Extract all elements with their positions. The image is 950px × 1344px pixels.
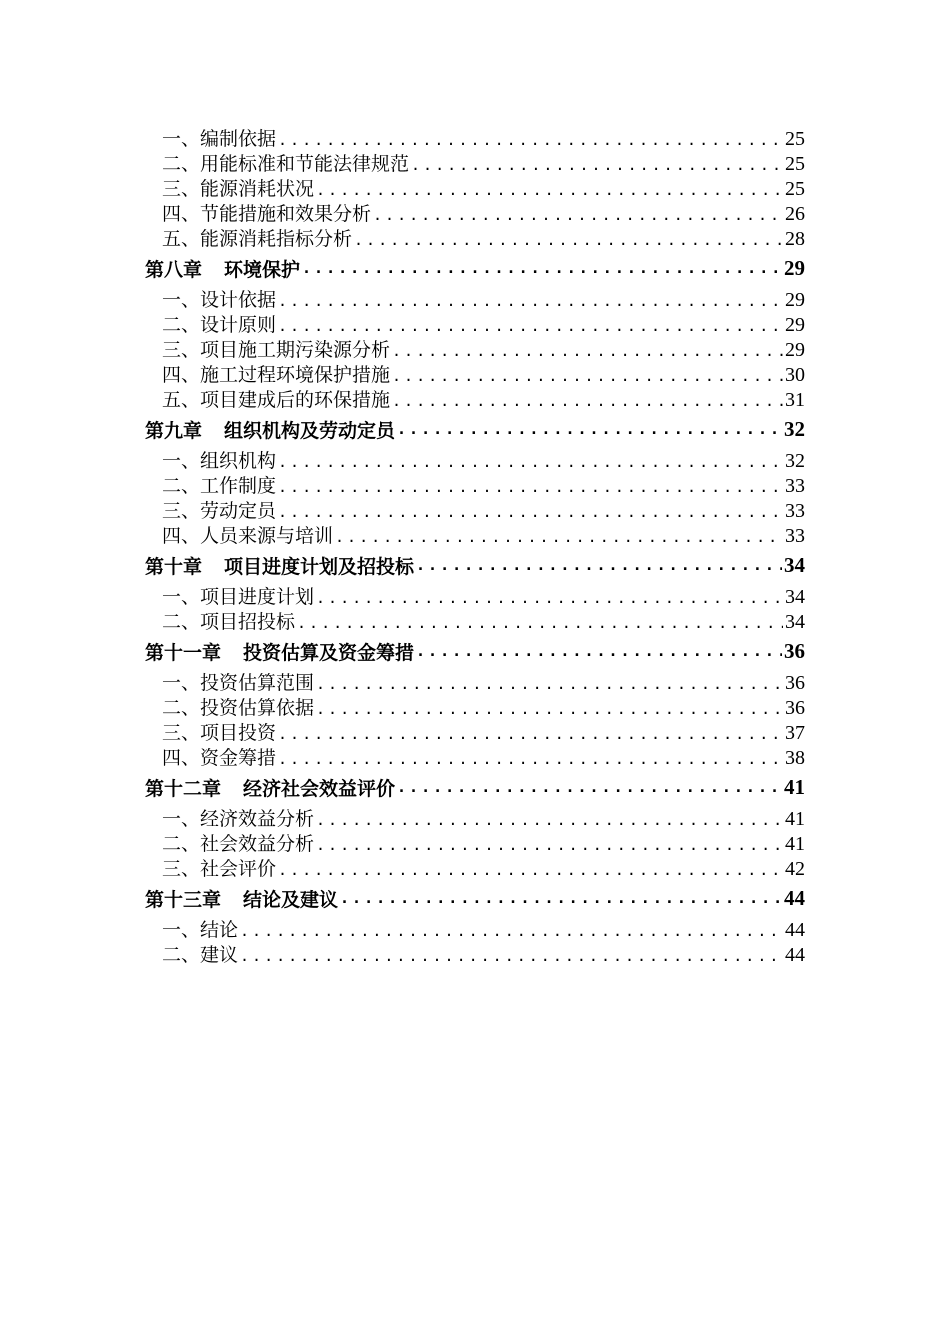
dot-leader [354,231,783,249]
toc-entry-label: 二、设计原则 [162,314,277,335]
dot-leader [278,478,783,496]
dot-leader [316,811,783,829]
chapter-title: 结论及建议 [243,888,339,911]
toc-page-number: 29 [785,339,805,360]
toc-chapter-entry[interactable] [145,251,805,285]
toc-entry[interactable] [145,915,805,940]
chapter-title: 组织机构及劳动定员 [224,419,396,442]
toc-page-number: 31 [785,389,805,410]
dot-leader [392,392,783,410]
toc-entry[interactable] [145,521,805,546]
toc-entry-label: 一、经济效益分析 [162,808,315,829]
chapter-number: 第十二章 [145,777,222,800]
toc-entry-label: 三、能源消耗状况 [162,178,315,199]
chapter-title: 经济社会效益评价 [243,777,396,800]
toc-entry-label: 二、投资估算依据 [162,697,315,718]
toc-entry[interactable] [145,718,805,743]
dot-leader [278,453,783,471]
toc-page-number: 36 [784,638,805,663]
toc-entry[interactable] [145,360,805,385]
toc-page-number: 25 [785,178,805,199]
toc-page-number: 44 [785,944,805,965]
toc-page-number: 33 [785,500,805,521]
toc-entry[interactable] [145,124,805,149]
toc-page-number: 34 [784,552,805,577]
toc-chapter-heading [145,552,414,579]
toc-page-number: 41 [785,833,805,854]
toc-entry-label: 三、劳动定员 [162,500,277,521]
toc-entry[interactable] [145,285,805,310]
dot-leader [392,367,783,385]
toc-entry[interactable] [145,385,805,410]
toc-page-number: 34 [785,586,805,607]
toc-page-number: 30 [785,364,805,385]
toc-entry[interactable] [145,224,805,249]
toc-page-number: 26 [785,203,805,224]
chapter-number: 第九章 [145,419,203,442]
chapter-title: 环境保护 [224,258,301,281]
toc-entry-label: 三、项目施工期污染源分析 [162,339,391,360]
toc-entry[interactable] [145,829,805,854]
dot-leader [335,528,783,546]
toc-page-number: 44 [784,885,805,910]
toc-entry[interactable] [145,854,805,879]
toc-entry-label: 二、项目招投标 [162,611,296,632]
dot-leader [316,836,783,854]
toc-entry-label: 一、结论 [162,919,239,940]
toc-page-number: 41 [784,774,805,799]
dot-leader [397,420,782,438]
dot-leader [340,889,782,907]
dot-leader [302,259,782,277]
toc-page-number: 29 [785,289,805,310]
toc-entry[interactable] [145,582,805,607]
dot-leader [278,725,783,743]
toc-entry-label: 一、编制依据 [162,128,277,149]
toc-page-number: 36 [785,697,805,718]
toc-chapter-entry[interactable] [145,548,805,582]
toc-entry[interactable] [145,174,805,199]
toc-entry-label: 四、资金筹措 [162,747,277,768]
dot-leader [240,947,783,965]
toc-chapter-heading [145,774,395,801]
toc-entry-label: 四、节能措施和效果分析 [162,203,372,224]
dot-leader [278,861,783,879]
toc-page-number: 25 [785,153,805,174]
toc-chapter-entry[interactable] [145,634,805,668]
toc-page-number: 32 [785,450,805,471]
toc-entry-label: 四、人员来源与培训 [162,525,334,546]
toc-page-number: 33 [785,475,805,496]
toc-page-number: 36 [785,672,805,693]
dot-leader [297,614,783,632]
toc-page-number: 32 [784,416,805,441]
table-of-contents [145,124,805,965]
toc-entry-label: 三、项目投资 [162,722,277,743]
chapter-number: 第十章 [145,555,203,578]
toc-page-number: 25 [785,128,805,149]
dot-leader [278,750,783,768]
toc-page-number: 29 [784,255,805,280]
toc-entry-label: 四、施工过程环境保护措施 [162,364,391,385]
dot-leader [316,181,783,199]
dot-leader [316,700,783,718]
toc-entry[interactable] [145,496,805,521]
toc-entry-label: 二、建议 [162,944,239,965]
dot-leader [316,675,783,693]
toc-entry[interactable] [145,310,805,335]
chapter-title: 投资估算及资金筹措 [243,641,415,664]
toc-entry[interactable] [145,446,805,471]
toc-entry-label: 一、设计依据 [162,289,277,310]
toc-entry-label: 二、社会效益分析 [162,833,315,854]
dot-leader [316,589,783,607]
toc-page-number: 29 [785,314,805,335]
toc-chapter-heading [145,638,414,665]
dot-leader [416,642,782,660]
dot-leader [278,292,783,310]
toc-page-number: 38 [785,747,805,768]
toc-entry-label: 一、投资估算范围 [162,672,315,693]
toc-page-number: 44 [785,919,805,940]
dot-leader [278,131,783,149]
toc-entry[interactable] [145,199,805,224]
toc-entry-label: 五、能源消耗指标分析 [162,228,353,249]
toc-page-number: 37 [785,722,805,743]
toc-entry[interactable] [145,149,805,174]
dot-leader [278,317,783,335]
toc-entry[interactable] [145,940,805,965]
toc-page-number: 33 [785,525,805,546]
toc-entry-label: 二、工作制度 [162,475,277,496]
toc-chapter-heading [145,255,300,282]
chapter-number: 第八章 [145,258,203,281]
dot-leader [411,156,783,174]
toc-chapter-entry[interactable] [145,881,805,915]
toc-entry[interactable] [145,471,805,496]
toc-entry[interactable] [145,668,805,693]
dot-leader [373,206,783,224]
dot-leader [392,342,783,360]
dot-leader [416,556,782,574]
toc-entry-label: 一、项目进度计划 [162,586,315,607]
toc-page-number: 28 [785,228,805,249]
toc-entry-label: 三、社会评价 [162,858,277,879]
toc-page-number: 34 [785,611,805,632]
toc-entry[interactable] [145,743,805,768]
toc-entry[interactable] [145,804,805,829]
toc-chapter-entry[interactable] [145,770,805,804]
toc-chapter-heading [145,416,395,443]
dot-leader [397,778,782,796]
toc-entry[interactable] [145,607,805,632]
toc-entry[interactable] [145,335,805,360]
toc-entry-label: 五、项目建成后的环保措施 [162,389,391,410]
dot-leader [278,503,783,521]
toc-chapter-entry[interactable] [145,412,805,446]
toc-entry-label: 一、组织机构 [162,450,277,471]
dot-leader [240,922,783,940]
toc-page-number: 42 [785,858,805,879]
chapter-title: 项目进度计划及招投标 [224,555,415,578]
chapter-number: 第十三章 [145,888,222,911]
toc-page-number: 41 [785,808,805,829]
toc-entry[interactable] [145,693,805,718]
toc-entry-label: 二、用能标准和节能法律规范 [162,153,410,174]
chapter-number: 第十一章 [145,641,222,664]
toc-chapter-heading [145,885,338,912]
